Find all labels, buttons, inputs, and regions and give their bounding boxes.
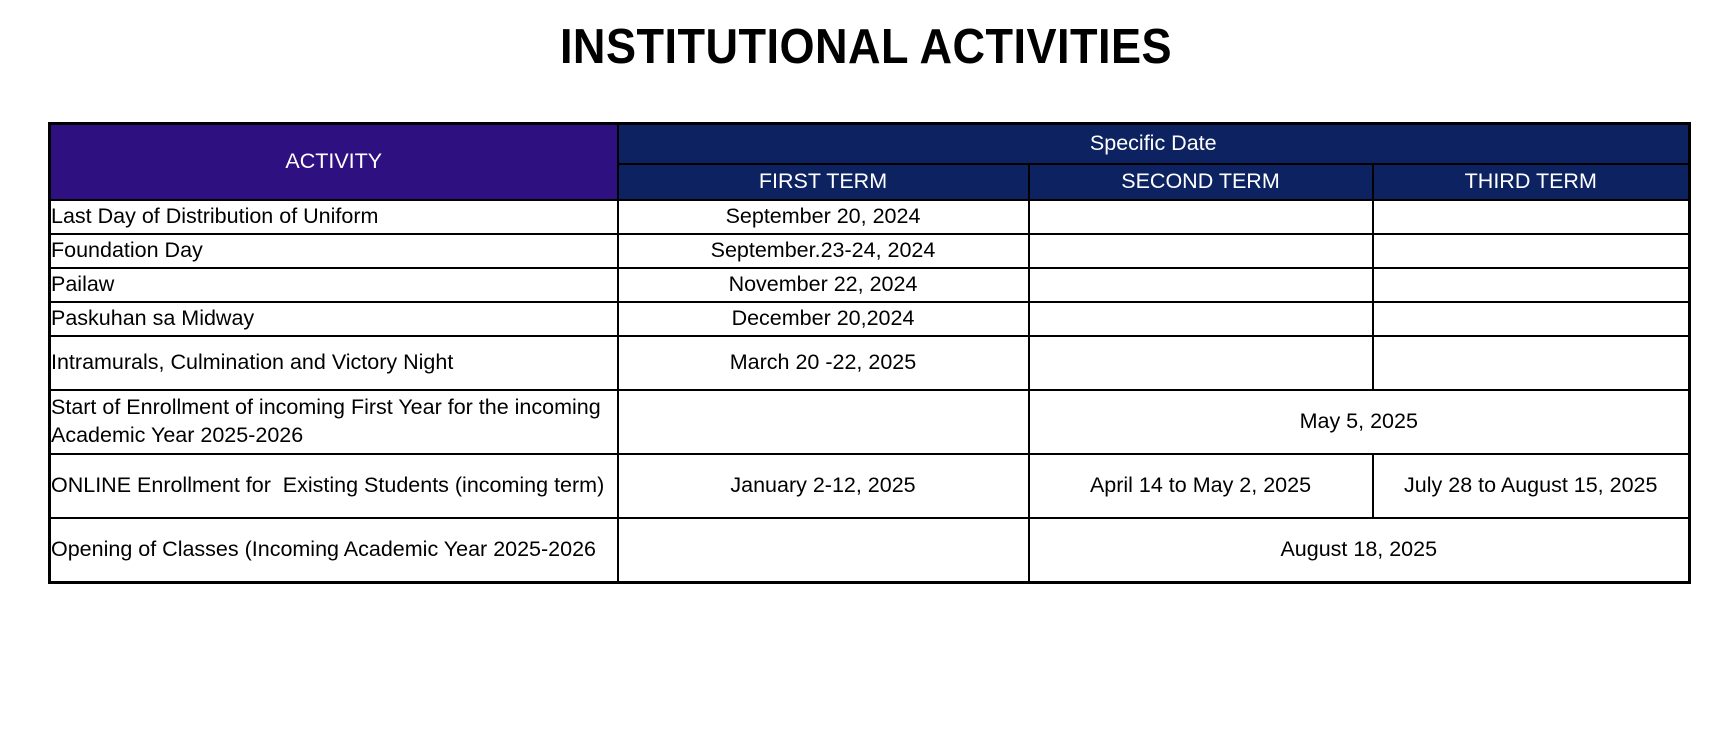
activity-label: Last Day of Distribution of Uniform <box>50 200 618 234</box>
table-row <box>50 454 1690 518</box>
column-header-specific-date: Specific Date <box>618 124 1690 165</box>
table-body <box>50 200 1690 583</box>
second-term-date <box>1029 336 1373 390</box>
first-term-date: January 2-12, 2025 <box>618 454 1029 518</box>
table-row <box>50 302 1690 336</box>
second-term-date: April 14 to May 2, 2025 <box>1029 454 1373 518</box>
second-term-date <box>1029 268 1373 302</box>
activity-label: Intramurals, Culmination and Victory Night <box>50 336 618 390</box>
table-row <box>50 200 1690 234</box>
table-row <box>50 268 1690 302</box>
activity-label: ONLINE Enrollment for Existing Students (incoming term) <box>50 454 618 518</box>
table-row <box>50 390 1690 454</box>
activity-label: Start of Enrollment of incoming First Year for the incoming Academic Year 2025-2026 <box>50 390 618 454</box>
second-third-term-date: August 18, 2025 <box>1029 518 1690 583</box>
second-term-date <box>1029 234 1373 268</box>
third-term-date <box>1373 268 1690 302</box>
third-term-date <box>1373 336 1690 390</box>
activity-label: Paskuhan sa Midway <box>50 302 618 336</box>
second-third-term-date: May 5, 2025 <box>1029 390 1690 454</box>
second-term-date <box>1029 200 1373 234</box>
column-header-activity: ACTIVITY <box>50 124 618 201</box>
column-header-second-term: SECOND TERM <box>1029 164 1373 200</box>
column-header-third-term: THIRD TERM <box>1373 164 1690 200</box>
table-row <box>50 234 1690 268</box>
activities-table-container <box>48 122 1688 584</box>
header-row-top <box>50 124 1690 165</box>
first-term-date: November 22, 2024 <box>618 268 1029 302</box>
activity-label: Foundation Day <box>50 234 618 268</box>
activity-label: Pailaw <box>50 268 618 302</box>
second-term-date <box>1029 302 1373 336</box>
first-term-date <box>618 518 1029 583</box>
activity-label: Opening of Classes (Incoming Academic Year 2025-2026 <box>50 518 618 583</box>
table-row <box>50 518 1690 583</box>
table-row <box>50 336 1690 390</box>
first-term-date: December 20,2024 <box>618 302 1029 336</box>
column-header-first-term: FIRST TERM <box>618 164 1029 200</box>
third-term-date <box>1373 234 1690 268</box>
page-title: INSTITUTIONAL ACTIVITIES <box>559 20 1173 74</box>
third-term-date <box>1373 200 1690 234</box>
first-term-date <box>618 390 1029 454</box>
first-term-date: September.23-24, 2024 <box>618 234 1029 268</box>
first-term-date: March 20 -22, 2025 <box>618 336 1029 390</box>
table-header <box>50 124 1690 201</box>
first-term-date: September 20, 2024 <box>618 200 1029 234</box>
third-term-date <box>1373 302 1690 336</box>
third-term-date: July 28 to August 15, 2025 <box>1373 454 1690 518</box>
institutional-activities-table <box>48 122 1691 584</box>
